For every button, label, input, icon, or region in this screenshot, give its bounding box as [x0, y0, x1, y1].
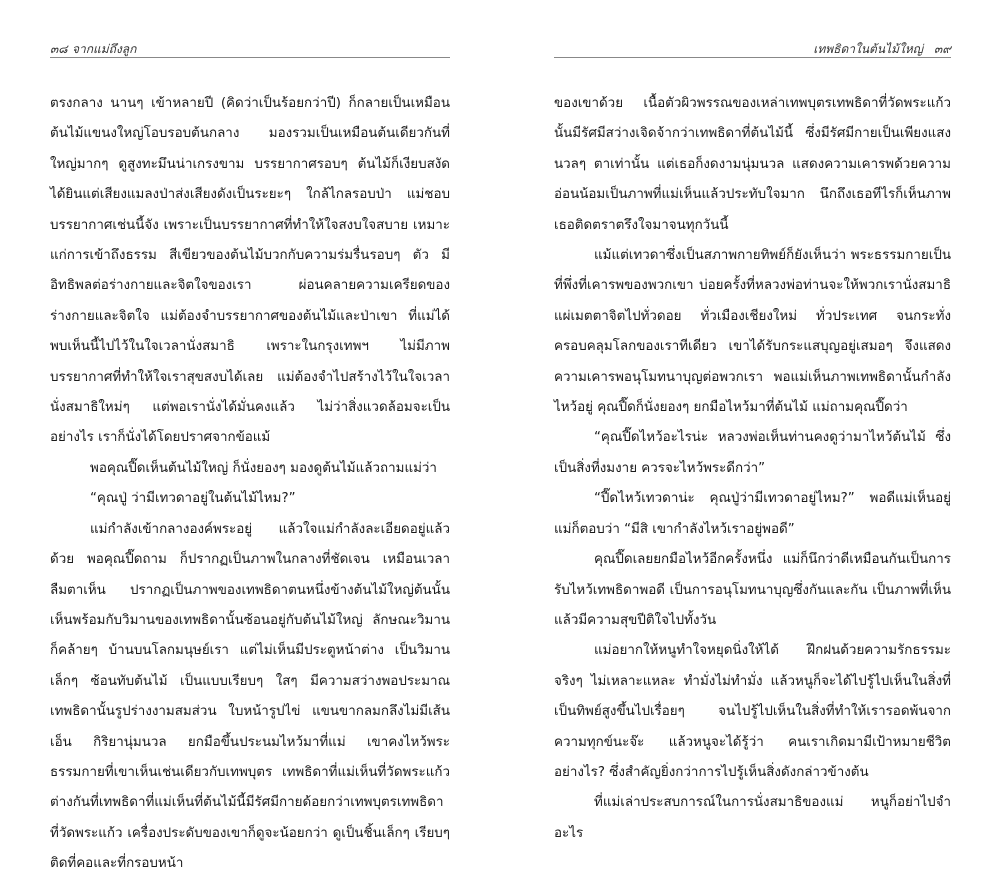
left-page-number: ๓๘ [50, 42, 68, 56]
left-paragraph-2: พอคุณปี๊ดเห็นต้นไม้ใหญ่ ก็นั่งยองๆ มองดูต้นไม้แล้วถามแม่ว่า [90, 460, 437, 476]
left-page-header [50, 40, 450, 60]
right-paragraph-6: แม่อยากให้หนูทำใจหยุดนิ่งให้ได้ ฝึกฝนด้วยความรักธรรมะจริงๆ ไม่เหลาะแหละ ทำมั่งไม่ทำมั่ง แล้วหนูก็จะได้ไปรู้ไปเห็นในสิ่งที่เป็นทิพย์สูงขึ้นไปเรื่อยๆ จนไปรู้ไปเห็นในสิ่งที่ทำให้เรารอดพ้นจากความทุกข์นะจ๊ะ แล้วหนูจะได้รู้ว่า คนเราเกิดมามีเป้าหมายชีวิตอย่างไร? ซึ่งสำคัญยิ่งกว่าการไปรู้เห็นสิ่งดังกล่าวข้างต้น [554, 643, 951, 780]
right-header-rule [554, 57, 951, 58]
right-page-number: ๓๙ [934, 42, 951, 56]
right-paragraph-5: คุณปี๊ดเลยยกมือไหว้อีกครั้งหนึ่ง แม่ก็นึกว่าดีเหมือนกันเป็นการรับไหว้เทพธิดาพอดี เป็นการอนุโมทนาบุญซึ่งกันและกัน เป็นภาพที่เห็นแล้วมีความสุขปีติใจไปทั้งวัน [554, 552, 951, 628]
left-header-rule [50, 57, 450, 58]
right-page [554, 0, 951, 841]
right-paragraph-7: ที่แม่เล่าประสบการณ์ในการนั่งสมาธิของแม่ หนูก็อย่าไปจำอะไร [554, 795, 951, 841]
right-page-body [554, 89, 951, 849]
right-running-title: เทพธิดาในต้นไม้ใหญ่ [813, 42, 923, 56]
right-paragraph-3: “คุณปี๊ดไหว้อะไรน่ะ หลวงพ่อเห็นท่านคงดูว่ามาไหว้ต้นไม้ ซึ่งเป็นสิ่งที่งมงาย ควรจะไหว้พระดีกว่า” [554, 430, 951, 476]
left-paragraph-4: แม่กำลังเข้ากลางองค์พระอยู่ แล้วใจแม่กำลังละเอียดอยู่แล้วด้วย พอคุณปี๊ดถาม ก็ปรากฏเป็นภาพในกลางที่ชัดเจน เหมือนเวลาลืมตาเห็น ปรากฏเป็นภาพของเทพธิดาตนหนึ่งข้างต้นไม้ใหญ่ต้นนั้น เห็นพร้อมกับวิมานของเทพธิดานั้นซ้อนอยู่กับต้นไม้ใหญ่ ลักษณะวิมานก็คล้ายๆ บ้านบนโลกมนุษย์เรา แต่ไม่เห็นมีประตูหน้าต่าง เป็นวิมานเล็กๆ ซ้อนทับต้นไม้ เป็นแบบเรียบๆ ใสๆ มีความสว่างพอประมาณ เทพธิดานั้นรูปร่างงามสมส่วน ใบหน้ารูปไข่ แขนขากลมกลึงไม่มีเส้นเอ็น กิริยานุ่มนวล ยกมือขึ้นประนมไหว้มาที่แม่ เขาคงไหว้พระธรรมกายที่เขาเห็นเช่นเดียวกับเทพบุตร เทพธิดาที่แม่เห็นที่วัดพระแก้ว ต่างกันที่เทพธิดาที่แม่เห็นที่ต้นไม้นี้มีรัศมีกายด้อยกว่าเทพบุตรเทพธิดาที่วัดพระแก้ว เครื่องประดับของเขาก็ดูจะน้อยกว่า ดูเป็นชิ้นเล็กๆ เรียบๆ ติดที่คอและที่กรอบหน้า [50, 521, 450, 872]
right-paragraph-2: แม้แต่เทวดาซึ่งเป็นสภาพกายทิพย์ก็ยังเห็นว่า พระธรรมกายเป็นที่พึ่งที่เคารพของพวกเขา บ่อยครั้งที่หลวงพ่อท่านจะให้พวกเรานั่งสมาธิแผ่เมตตาจิตไปทั่วดอย ทั่วเมืองเชียงใหม่ ทั่วประเทศ จนกระทั่งครอบคลุมโลกของเราทีเดียว เขาได้รับกระแสบุญอยู่เสมอๆ จึงแสดงความเคารพอนุโมทนาบุญต่อพวกเรา พอแม่เห็นภาพเทพธิดานั้นกำลังไหว้อยู่ คุณปี๊ดก็นั่งยองๆ ยกมือไหว้มาที่ต้นไม้ แม่ถามคุณปี๊ดว่า [554, 248, 951, 416]
left-paragraph-3: “คุณปู่ ว่ามีเทวดาอยู่ในต้นไม้ไหม?” [90, 491, 296, 507]
left-page [50, 0, 450, 872]
left-page-body [50, 89, 450, 880]
right-paragraph-1: ของเขาด้วย เนื้อตัวผิวพรรณของเหล่าเทพบุตรเทพธิดาที่วัดพระแก้วนั้นมีรัศมีสว่างเจิดจ้ากว่าเทพธิดาที่ต้นไม้นี้ ซึ่งมีรัศมีกายเป็นเพียงแสงนวลๆ ตาเท่านั้น แต่เธอก็งดงามนุ่มนวล แสดงความเคารพด้วยความอ่อนน้อมเป็นภาพที่แม่เห็นแล้วประทับใจมาก นึกถึงเธอทีไรก็เห็นภาพเธอติดตราตรึงใจมาจนทุกวันนี้ [554, 96, 951, 233]
right-paragraph-4: “ปี๊ดไหว้เทวดาน่ะ คุณปู่ว่ามีเทวดาอยู่ไหม?” พอดีแม่เห็นอยู่ แม่ก็ตอบว่า “มีสิ เขากำลังไหว้เราอยู่พอดี” [554, 491, 951, 537]
left-running-title: จากแม่ถึงลูก [72, 42, 137, 56]
right-page-header [554, 40, 951, 60]
left-paragraph-1: ตรงกลาง นานๆ เข้าหลายปี (คิดว่าเป็นร้อยกว่าปี) ก็กลายเป็นเหมือนต้นไม้แขนงใหญ่โอบรอบต้นกลาง มองรวมเป็นเหมือนต้นเดียวกันที่ใหญ่มากๆ ดูสูงทะมึนน่าเกรงขาม บรรยากาศรอบๆ ต้นไม้ก็เงียบสงัด ได้ยินแต่เสียงแมลงป่าส่งเสียงดังเป็นระยะๆ ใกล้ไกลรอบป่า แม่ชอบบรรยากาศเช่นนี้จัง เพราะเป็นบรรยากาศที่ทำให้ใจสงบใจสบาย เหมาะแก่การเข้าถึงธรรม สีเขียวของต้นไม้บวกกับความร่มรื่นรอบๆ ตัว มีอิทธิพลต่อร่างกายและจิตใจของเรา ผ่อนคลายความเครียดของร่างกายและจิตใจ แม่ต้องจำบรรยากาศของต้นไม้และป่าเขา ที่แม่ได้พบเห็นนี้ไปไว้ในใจเวลานั่งสมาธิ เพราะในกรุงเทพฯ ไม่มีภาพบรรยากาศที่ทำให้ใจเราสุขสงบได้เลย แม่ต้องจำไปสร้างไว้ในใจเวลานั่งสมาธิใหม่ๆ แต่พอเรานั่งได้มั่นคงแล้ว ไม่ว่าสิ่งแวดล้อมจะเป็นอย่างไร เราก็นั่งได้โดยปราศจากข้อแม้ [50, 96, 450, 446]
